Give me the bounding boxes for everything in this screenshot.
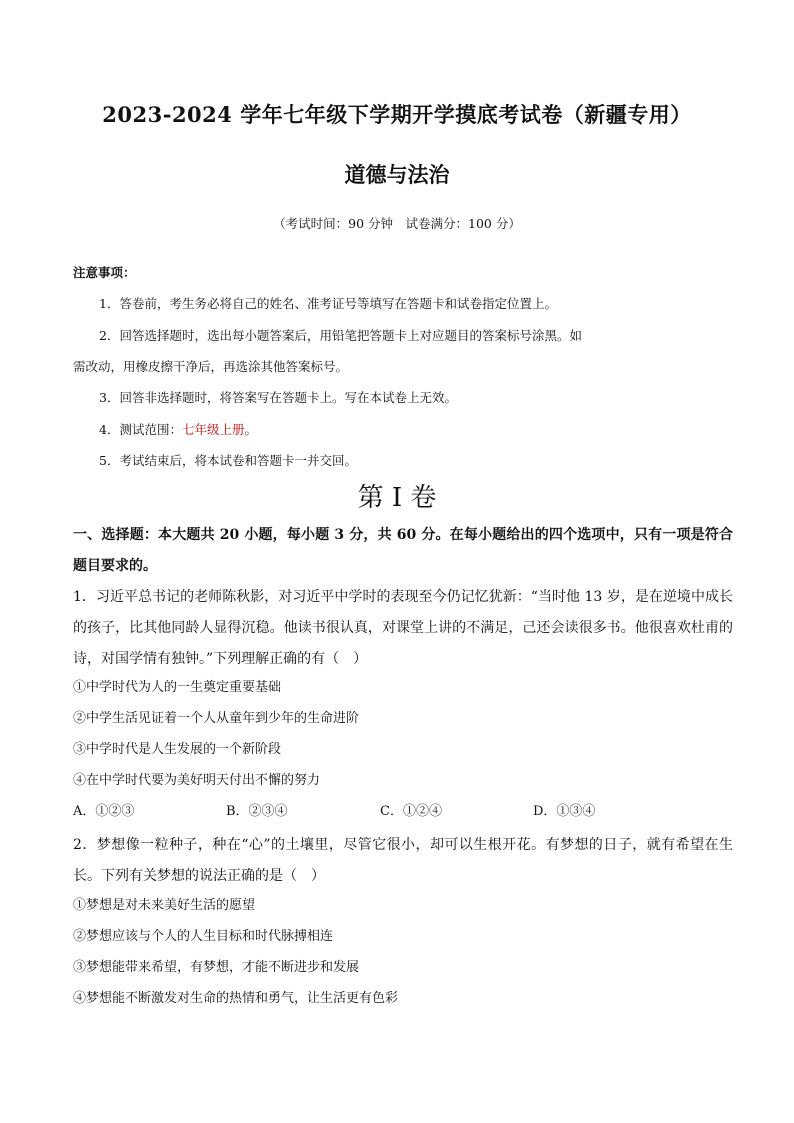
notice-item-1: 1．答卷前，考生务必将自己的姓名、准考证号等填写在答题卡和试卷指定位置上。 [99,296,557,311]
section-instruction: 一、选择题：本大题共 20 小题，每小题 3 分，共 60 分。在每小题给出的四个选项中，只有一项是符合题目要求的。 [73,527,733,574]
question-1-statement-2: ②中学生活见证着一个人从童年到少年的生命进阶 [73,711,360,726]
notice-item-4 [99,420,257,440]
page-title: 2023-2024 学年七年级下学期开学摸底考试卷（新疆专用） [102,102,692,127]
notice-item-4-suffix: 。 [244,422,257,437]
exam-info: （考试时间：90 分钟 试卷满分：100 分） [273,216,521,231]
section-title: 第 I 卷 [357,483,437,513]
question-2-statement-1: ①梦想是对未来美好生活的愿望 [73,898,256,913]
notice-item-4-prefix: 4．测试范围： [99,422,182,437]
notice-item-2-continued: 需改动，用橡皮擦干净后，再选涂其他答案标号。 [73,359,349,374]
test-scope: 七年级上册 [181,422,245,437]
notice-heading: 注意事项： [73,265,136,280]
question-1-statement-3: ③中学时代是人生发展的一个新阶段 [73,742,282,757]
question-1-choice-a: A．①②③ [73,804,135,819]
question-1-choice-c: C．①②④ [380,804,442,819]
notice-item-3: 3．回答非选择题时，将答案写在答题卡上。写在本试卷上无效。 [99,390,457,405]
question-2-statement-3: ③梦想能带来希望，有梦想，才能不断进步和发展 [73,960,360,975]
question-2-stem: 2．梦想像一粒种子，种在“心”的土壤里，尽管它很小，却可以生根开花。有梦想的日子，就有希望在生长。下列有关梦想的说法正确的是（ ） [73,837,733,884]
question-1-choice-b: B．②③④ [226,804,288,819]
subject-title: 道德与法治 [344,162,450,187]
question-1-choice-d: D．①③④ [533,804,596,819]
question-1-stem: 1．习近平总书记的老师陈秋影，对习近平中学时的表现至今仍记忆犹新：“当时他 13 岁，是在逆境中成长的孩子，比其他同龄人显得沉稳。他读书很认真，对课堂上讲的不满足，己还会读很多书。他很喜欢杜甫的诗，对国学情有独钟。”下列理解正确的有（ ） [73,589,733,667]
question-1-statement-4: ④在中学时代要为美好明天付出不懈的努力 [73,773,321,788]
notice-item-5: 5．考试结束后，将本试卷和答题卡一并交回。 [99,453,357,468]
question-2-statement-2: ②梦想应该与个人的人生目标和时代脉搏相连 [73,929,334,944]
question-1-statement-1: ①中学时代为人的一生奠定重要基础 [73,680,282,695]
question-2-statement-4: ④梦想能不断激发对生命的热情和勇气，让生活更有色彩 [73,991,399,1006]
notice-item-2: 2．回答选择题时，选出每小题答案后，用铅笔把答题卡上对应题目的答案标号涂黑。如 [99,328,582,343]
